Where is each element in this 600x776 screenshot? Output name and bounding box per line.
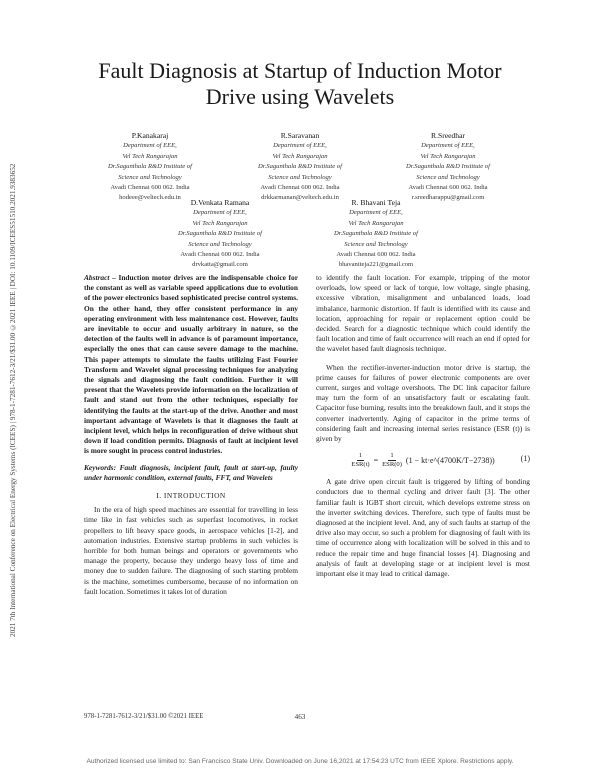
eq-right-numerator: 1 — [390, 452, 394, 460]
eq-equals: = — [373, 455, 379, 465]
author-dept: Department of EEE, — [193, 209, 247, 217]
author-inst: Vel Tech Rangarajan — [192, 219, 248, 227]
author-block-3 — [378, 131, 518, 204]
paper-title — [60, 58, 540, 110]
authorized-use-notice: Authorized licensed use limited to: San Francisco State Univ. Downloaded on June 16,2021 at 17:54:23 UTC from IEEE Xplore. Restrictions apply. — [86, 758, 514, 765]
author-address: Avadi Chennai 600 062. India — [336, 251, 416, 259]
author-name: R. Bhavani Teja — [351, 198, 401, 207]
author-email[interactable]: drkkarmanan@veltech.edu.in — [261, 194, 339, 202]
author-inst: Dr.Sagunthala R&D Institute of — [258, 163, 342, 171]
author-block-5 — [306, 198, 446, 271]
author-name: R.Saravanan — [280, 131, 320, 140]
title-line-1: Fault Diagnosis at Startup of Induction Motor — [98, 58, 502, 83]
page-number: 463 — [294, 713, 306, 721]
author-inst: Dr.Sagunthala R&D Institute of — [178, 230, 262, 238]
author-inst: Dr.Sagunthala R&D Institute of — [108, 163, 192, 171]
footer-isbn: 978-1-7281-7612-3/21/$31.00 ©2021 IEEE — [84, 713, 204, 720]
abstract-label: Abstract — [84, 273, 110, 282]
eq-left-denominator: ESR(t) — [351, 461, 370, 469]
author-address: Avadi Chennai 600 062. India — [260, 184, 340, 192]
author-dept: Department of EEE, — [273, 142, 327, 150]
keywords — [84, 463, 298, 483]
eq-parenthetical: (1 − kt·e^(4700K/T−2738)) — [405, 455, 495, 465]
author-inst: Vel Tech Rangarajan — [420, 152, 476, 160]
title-line-2: Drive using Wavelets — [205, 84, 395, 109]
author-dept: Department of EEE, — [349, 209, 403, 217]
right-column — [316, 273, 530, 579]
keywords-text: Fault diagnosis, incipient fault, fault at start-up, faulty under harmonic condition, external faults, FFT, and Wavelets — [84, 462, 298, 482]
body-paragraph-3: A gate drive open circuit fault is triggered by lifting of bonding conductors due to thermal cycling and driver fault [3]. The other familiar fault is IGBT short circuit, which develops extreme stress on the inverter switching devices. Therefore, such type of faults must be diagnosed at the incipient level. And, any of such faults at startup of the drive also may occur, so such a problem for diagnosing of fault with its time of occurrence along with localization will be solved in this and to reduce the repair time and huge financial losses [4]. Diagnosing and analysis of fault at developing stage or at incipient level is most important else it may lead to critical damage. — [316, 477, 530, 579]
author-inst: Science and Technology — [188, 240, 252, 248]
author-inst: Vel Tech Rangarajan — [272, 152, 328, 160]
author-block-4 — [150, 198, 290, 271]
author-name: D.Venkata Ramana — [190, 198, 250, 207]
equation-1 — [316, 452, 530, 469]
author-dept: Department of EEE, — [123, 142, 177, 150]
author-block-2 — [230, 131, 370, 204]
conference-sidebar-text: 2021 7th International Conference on Electrical Energy Systems (ICEES) | 978-1-7281-7612-3/21/$31.00 ©2021 IEEE | DOI: 10.1109/ICEES51510.2021.9383652 — [9, 163, 17, 637]
author-name: R.Sreedhar — [431, 131, 465, 140]
author-inst: Dr.Sagunthala R&D Institute of — [334, 230, 418, 238]
abstract-text: – Induction motor drives are the indispensable choice for the constant as well as variable speed applications due to evolution of the power electronics based sophisticated precise control systems. On the other hand, they offer consistent performance in any operating environment with less maintenance cost. However, faults are inevitable to occur and usually arbitrary in nature, so the detection of the faults well in advance is of paramount importance, especially the ones that can cause severe damage to the machine. This paper attempts to simulate the faults utilizing Fast Fourier Transform and Wavelet signal processing techniques for analyzing the signals and diagnosing the fault condition. Further it will present that the Wavelets provide information on the localization of fault and stand out from the other techniques, especially for identifying the faults at the start-up of the drive. Another and most important advantage of Wavelets is that it diagnoses the fault at incipient level, which helps in reconfiguration of drive without shut down if load condition permits. Diagnosis of fault at incipient level is more sought in process control industries. — [84, 273, 298, 456]
author-address: Avadi Chennai 600 062. India — [110, 184, 190, 192]
left-column — [84, 273, 298, 597]
author-inst: Science and Technology — [344, 240, 408, 248]
author-inst: Science and Technology — [118, 173, 182, 181]
intro-paragraph: In the era of high speed machines are essential for travelling in less time like in fast vehicles such as superfast locomotives, in rocket propellers to lift heavy space goods, in aerospace vehicles [1-2], and automation industries. Extensive startup problems in such vehicles is horrible for both human beings and operators or governments who manage the property, because they undergo heavy loss of time and money due to sudden failure. The diagnosing of such starting problem is the machine, sometimes cumbersome, because of no information on fault location. Sometimes it takes lot of duration — [84, 505, 298, 596]
author-address: Avadi Chennai 600 062. India — [408, 184, 488, 192]
author-inst: Dr.Sagunthala R&D Institute of — [406, 163, 490, 171]
eq-right-denominator: ESR(0) — [382, 461, 402, 469]
eq-number: (1) — [520, 454, 530, 464]
eq-left-numerator: 1 — [358, 452, 363, 460]
author-email[interactable]: bhavaniteja221@gmail.com — [338, 261, 414, 269]
author-email[interactable]: drvkatta@gmail.com — [192, 261, 248, 269]
author-block-1 — [80, 131, 220, 204]
author-dept: Department of EEE, — [421, 142, 475, 150]
body-paragraph-2: When the rectifier-inverter-induction motor drive is startup, the prime causes for failures of power electronic components are over current, surges and voltage overshoots. The DC link capacitor failure may turn the form of an unsatisfactory fault or escalating fault. Capacitor fuse burning, results into the breakdown fault, and it stops the converter inadvertently. Aging of capacitor in the prime terms of considering fault and increasing internal series resistance (ESR (t)) is given by — [316, 362, 530, 444]
section-heading: I. INTRODUCTION — [156, 491, 226, 501]
author-inst: Vel Tech Rangarajan — [348, 219, 404, 227]
eq-fraction-left — [351, 452, 369, 469]
author-inst: Science and Technology — [268, 173, 332, 181]
author-inst: Science and Technology — [416, 173, 480, 181]
abstract — [84, 273, 298, 457]
author-address: Avadi Chennai 600 062. India — [180, 251, 260, 259]
author-name: P.Kanakaraj — [131, 131, 169, 140]
author-inst: Vel Tech Rangarajan — [122, 152, 178, 160]
author-email[interactable]: r.sreedharappu@gmail.com — [411, 194, 485, 202]
keywords-label: Keywords: — [84, 462, 117, 472]
eq-fraction-right — [382, 452, 402, 469]
body-paragraph-1: to identify the fault location. For example, tripping of the motor overloads, low speed or lack of torque, low voltage, single phasing, excessive vibration, misalignment and unbalanced loads, load imbalance, harmonic distortion. If fault is identified with its cause and location, approaching for repair or replacement option could be decided. Search for a diagnostic technique which could identify the fault location and time of fault occurrence will reach an end if opted for the wavelet based fault diagnosis technique. — [316, 273, 530, 354]
author-email[interactable]: hodeee@veltech.edu.in — [119, 194, 181, 202]
